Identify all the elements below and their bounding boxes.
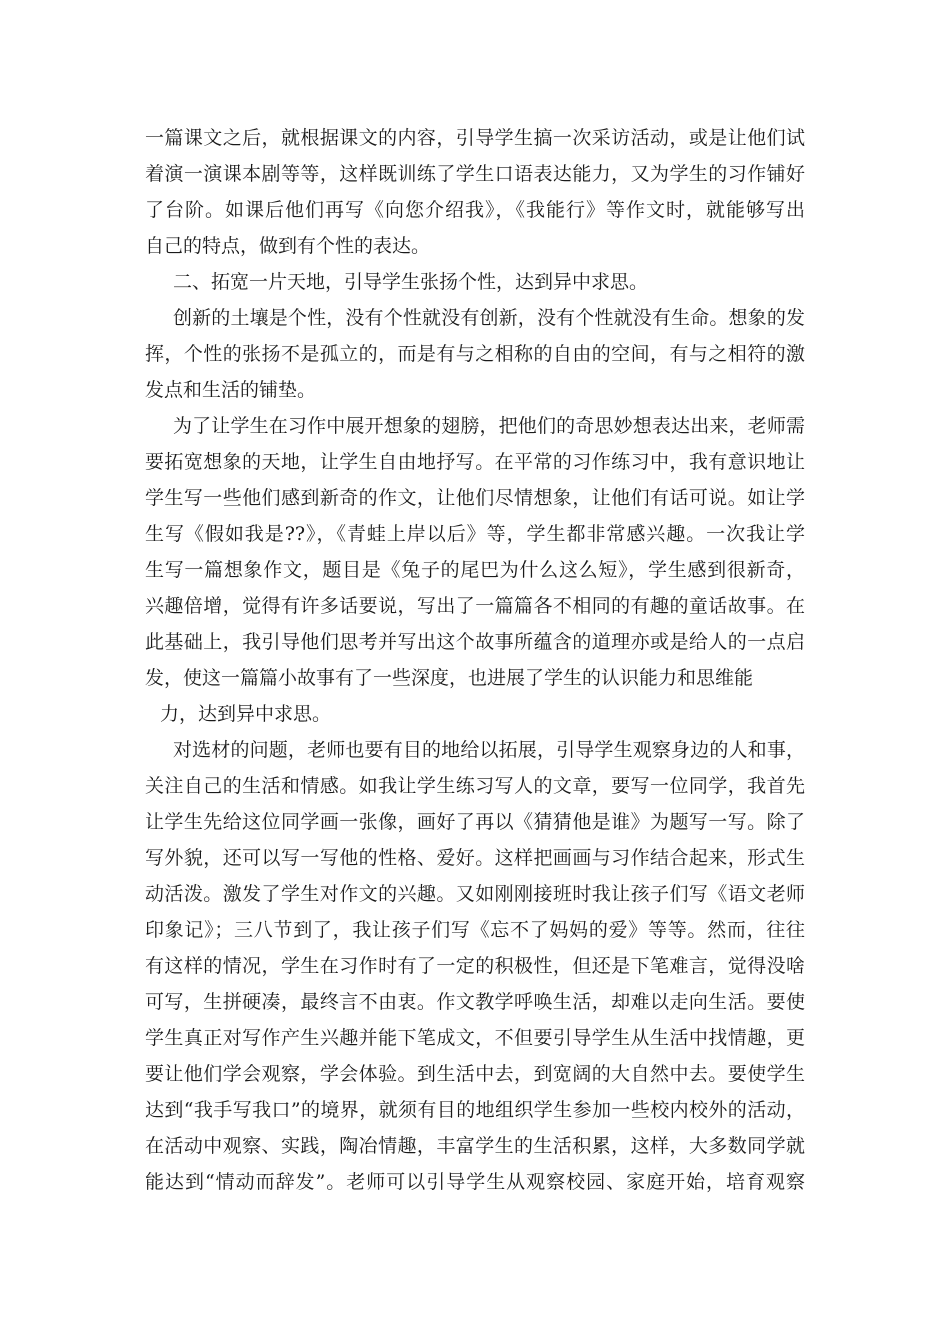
- text-line: 关注自己的生活和情感。如我让学生练习写人的文章，要写一位同学，我首先: [145, 775, 805, 797]
- text-line: 生写一篇想象作文，题目是《兔子的尾巴为什么这么短》，学生感到很新奇，: [145, 559, 805, 581]
- text-line: 自己的特点，做到有个性的表达。: [145, 235, 431, 257]
- text-line: 动活泼。激发了学生对作文的兴趣。又如刚刚接班时我让孩子们写《语文老师: [145, 883, 805, 905]
- text-line: 此基础上，我引导他们思考并写出这个故事所蕴含的道理亦或是给人的一点启: [145, 631, 805, 653]
- text-line: 学生真正对写作产生兴趣并能下笔成文，不但要引导学生从生活中找情趣，更: [145, 1027, 805, 1049]
- text-line: 发点和生活的铺垫。: [145, 379, 317, 401]
- text-line: 了台阶。如课后他们再写《向您介绍我》，《我能行》等作文时，就能够写出: [145, 199, 805, 221]
- text-line: 要拓宽想象的天地，让学生自由地抒写。在平常的习作练习中，我有意识地让: [145, 451, 805, 473]
- text-line: 要让他们学会观察，学会体验。到生活中去，到宽阔的大自然中去。要使学生: [145, 1063, 805, 1085]
- text-line: 在活动中观察、实践，陶冶情趣，丰富学生的生活积累，这样，大多数同学就: [145, 1135, 805, 1157]
- text-line: 挥，个性的张扬不是孤立的，而是有与之相称的自由的空间，有与之相符的激: [145, 343, 805, 365]
- text-line: 生写《假如我是??》，《青蛙上岸以后》等，学生都非常感兴趣。一次我让学: [145, 523, 805, 545]
- text-line: 达到“我手写我口”的境界，就须有目的地组织学生参加一些校内校外的活动，: [145, 1099, 805, 1121]
- text-line: 力，达到异中求思。: [160, 703, 332, 725]
- text-line: 一篇课文之后，就根据课文的内容，引导学生搞一次采访活动，或是让他们试: [145, 127, 805, 149]
- text-line: 为了让学生在习作中展开想象的翅膀，把他们的奇思妙想表达出来，老师需: [173, 415, 805, 437]
- text-line: 写外貌，还可以写一写他的性格、爱好。这样把画画与习作结合起来，形式生: [145, 847, 805, 869]
- text-line: 能达到“情动而辞发”。老师可以引导学生从观察校园、家庭开始，培育观察: [145, 1171, 805, 1193]
- text-line: 兴趣倍增，觉得有许多话要说，写出了一篇篇各不相同的有趣的童话故事。在: [145, 595, 805, 617]
- text-line: 可写，生拼硬凑，最终言不由衷。作文教学呼唤生活，却难以走向生活。要使: [145, 991, 805, 1013]
- text-line: 让学生先给这位同学画一张像，画好了再以《猜猜他是谁》为题写一写。除了: [145, 811, 805, 833]
- text-line: 创新的土壤是个性，没有个性就没有创新，没有个性就没有生命。想象的发: [173, 307, 805, 329]
- text-line: 学生写一些他们感到新奇的作文，让他们尽情想象，让他们有话可说。如让学: [145, 487, 805, 509]
- text-line: 着演一演课本剧等等，这样既训练了学生口语表达能力，又为学生的习作铺好: [145, 163, 805, 185]
- section-heading: 二、拓宽一片天地，引导学生张扬个性，达到异中求思。: [173, 271, 649, 293]
- text-line: 印象记》；三八节到了，我让孩子们写《忘不了妈妈的爱》等等。然而，往往: [145, 919, 805, 941]
- text-line: 对选材的问题，老师也要有目的地给以拓展，引导学生观察身边的人和事，: [173, 739, 805, 761]
- text-line: 有这样的情况，学生在习作时有了一定的积极性，但还是下笔难言，觉得没啥: [145, 955, 805, 977]
- text-line: 发，使这一篇篇小故事有了一些深度，也进展了学生的认识能力和思维能: [145, 667, 754, 689]
